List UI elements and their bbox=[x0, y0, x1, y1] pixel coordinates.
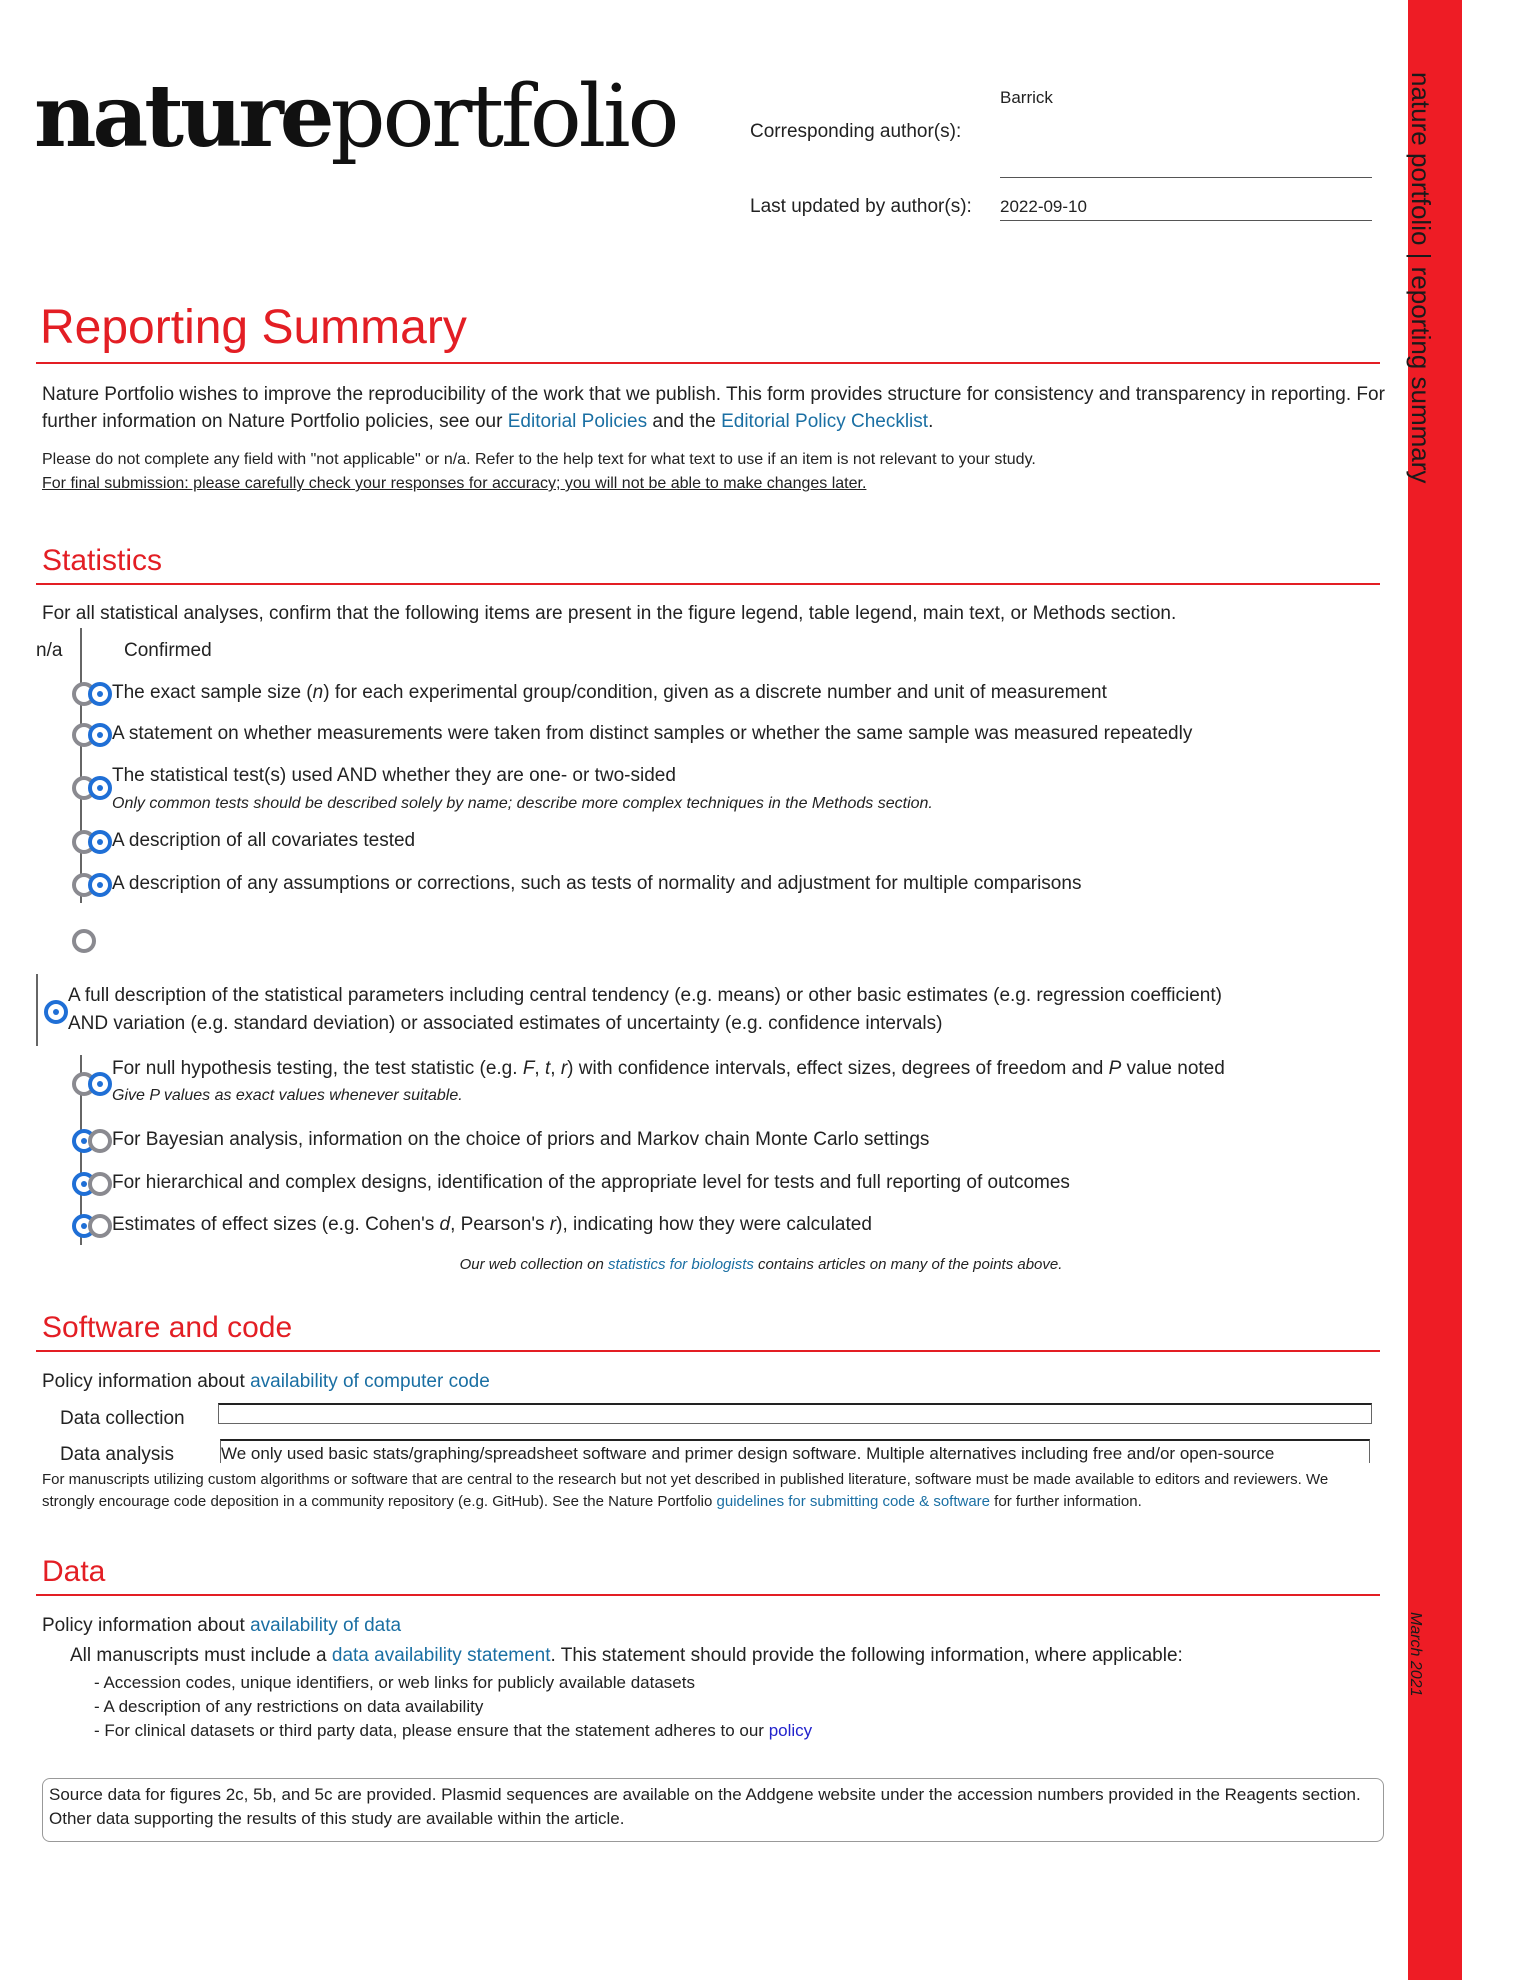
data-collection-field[interactable] bbox=[218, 1403, 1372, 1424]
availability-of-data-link[interactable]: availability of data bbox=[250, 1615, 402, 1636]
column-divider bbox=[80, 628, 82, 903]
intro-paragraph: Nature Portfolio wishes to improve the reproducibility of the work that we publish. This form provides structure for consistency and transparency in reporting. For further information on Nature Portfolio policies, see our Editorial Policies and the Editorial Policy Checklist. bbox=[42, 384, 1385, 432]
stats-item-hierarchical: For hierarchical and complex designs, identification of the appropriate level for tests and full reporting of outcomes bbox=[112, 1172, 1070, 1193]
statistics-for-biologists-link[interactable]: statistics for biologists bbox=[608, 1256, 754, 1273]
data-bullet-clinical: - For clinical datasets or third party data, please ensure that the statement adheres to our policy bbox=[94, 1721, 813, 1740]
software-note: For manuscripts utilizing custom algorithms or software that are central to the research but not yet described in published literature, software must be made available to editors and reviewers. We strongly encourage code deposition in a community repository (e.g. GitHub). See the Nature Portfolio guidelines for submitting code & software for further information. bbox=[42, 1471, 1329, 1510]
last-updated-value: 2022-09-10 bbox=[1000, 197, 1087, 216]
editorial-policies-link[interactable]: Editorial Policies bbox=[507, 411, 648, 432]
software-rule bbox=[36, 1350, 1380, 1352]
stats-item-covariates: A description of all covariates tested bbox=[112, 830, 416, 851]
stats-item-sample-size: The exact sample size (n) for each experimental group/condition, given as a discrete number and unit of measurement bbox=[112, 682, 1107, 703]
na-radio[interactable] bbox=[72, 929, 96, 953]
data-collection-label: Data collection bbox=[60, 1408, 185, 1429]
data-statement-requirement: All manuscripts must include a data availability statement. This statement should provide the following information, where applicable: bbox=[70, 1645, 1183, 1666]
corresponding-author-line bbox=[1000, 177, 1372, 178]
data-bullet-accession: - Accession codes, unique identifiers, or web links for publicly available datasets bbox=[94, 1673, 695, 1692]
final-submission-note: For final submission: please carefully check your responses for accuracy; you will not be able to make changes later. bbox=[42, 475, 867, 492]
last-updated-label: Last updated by author(s): bbox=[750, 196, 972, 217]
confirmed-radio[interactable] bbox=[88, 873, 112, 897]
confirmed-radio[interactable] bbox=[88, 1172, 112, 1196]
data-heading: Data bbox=[42, 1555, 106, 1588]
data-analysis-label: Data analysis bbox=[60, 1444, 175, 1465]
data-rule bbox=[36, 1594, 1380, 1596]
editorial-policy-checklist-link[interactable]: Editorial Policy Checklist bbox=[721, 411, 929, 432]
software-policy: Policy information about availability of computer code bbox=[42, 1371, 490, 1392]
corresponding-author-label: Corresponding author(s): bbox=[750, 121, 962, 142]
stats-item-effect-sizes: Estimates of effect sizes (e.g. Cohen's d, Pearson's r), indicating how they were calculated bbox=[112, 1214, 872, 1235]
data-bullet-restrictions: - A description of any restrictions on data availability bbox=[94, 1697, 484, 1716]
confirmed-radio[interactable] bbox=[88, 1072, 112, 1096]
na-column-header: n/a bbox=[36, 640, 63, 661]
stats-item-test: The statistical test(s) used AND whether they are one- or two-sided bbox=[112, 765, 676, 786]
confirmed-radio[interactable] bbox=[88, 1214, 112, 1238]
confirmed-radio[interactable] bbox=[88, 723, 112, 747]
stats-item-bayesian: For Bayesian analysis, information on the choice of priors and Markov chain Monte Carlo settings bbox=[112, 1129, 930, 1150]
statistics-footer: Our web collection on statistics for biologists contains articles on many of the points above. bbox=[459, 1256, 1063, 1273]
side-bar-date: March 2021 bbox=[1407, 1612, 1424, 1697]
corresponding-author-value: Barrick bbox=[1000, 88, 1053, 107]
stats-item-parameters-line2: AND variation (e.g. standard deviation) or associated estimates of uncertainty (e.g. confidence intervals) bbox=[68, 1013, 943, 1034]
page-title: Reporting Summary bbox=[40, 301, 467, 354]
nature-portfolio-logo: natureportfolio bbox=[34, 66, 677, 167]
stats-item-null-hypothesis-note: Give P values as exact values whenever suitable. bbox=[112, 1087, 463, 1104]
confirmed-radio[interactable] bbox=[88, 776, 112, 800]
intro-note: Please do not complete any field with "not applicable" or n/a. Refer to the help text for what text to use if an item is not relevant to your study. bbox=[42, 451, 1036, 468]
data-availability-statement-link[interactable]: data availability statement bbox=[331, 1645, 551, 1666]
title-rule bbox=[36, 362, 1380, 364]
stats-item-test-note: Only common tests should be described solely by name; describe more complex techniques in the Methods section. bbox=[112, 795, 933, 812]
confirmed-radio[interactable] bbox=[88, 1129, 112, 1153]
code-guidelines-link[interactable]: guidelines for submitting code & software bbox=[716, 1493, 991, 1510]
stats-item-measurements: A statement on whether measurements were taken from distinct samples or whether the same sample was measured repeatedly bbox=[112, 723, 1193, 744]
confirmed-column-header: Confirmed bbox=[124, 640, 212, 661]
statistics-rule bbox=[36, 583, 1380, 585]
availability-of-computer-code-link[interactable]: availability of computer code bbox=[250, 1371, 490, 1392]
data-policy: Policy information about availability of data bbox=[42, 1615, 402, 1636]
column-divider bbox=[36, 974, 38, 1046]
statistics-lead: For all statistical analyses, confirm that the following items are present in the figure legend, table legend, main text, or Methods section. bbox=[42, 603, 1177, 624]
software-heading: Software and code bbox=[42, 1311, 293, 1344]
data-availability-field[interactable]: Source data for figures 2c, 5b, and 5c are provided. Plasmid sequences are available on the Addgene website under the accession numbers provided in the Reagents section. Other data supporting the results of this study are available within the article. bbox=[42, 1778, 1384, 1842]
stats-item-null-hypothesis: For null hypothesis testing, the test statistic (e.g. F, t, r) with confidence intervals, effect sizes, degrees of freedom and P value noted bbox=[112, 1058, 1225, 1079]
stats-item-parameters-line1: A full description of the statistical parameters including central tendency (e.g. means) or other basic estimates (e.g. regression coefficient) bbox=[68, 985, 1222, 1006]
statistics-heading: Statistics bbox=[42, 544, 163, 577]
confirmed-radio[interactable] bbox=[88, 830, 112, 854]
confirmed-radio[interactable] bbox=[88, 682, 112, 706]
last-updated-line bbox=[1000, 220, 1372, 221]
policy-link[interactable]: policy bbox=[768, 1721, 813, 1740]
data-analysis-field[interactable]: We only used basic stats/graphing/spreadsheet software and primer design software. Multiple alternatives including free and/or open-source bbox=[220, 1439, 1370, 1463]
side-bar-title: nature portfolio | reporting summary bbox=[1406, 72, 1436, 484]
stats-item-assumptions: A description of any assumptions or corrections, such as tests of normality and adjustment for multiple comparisons bbox=[112, 873, 1082, 894]
confirmed-radio[interactable] bbox=[44, 1000, 68, 1024]
